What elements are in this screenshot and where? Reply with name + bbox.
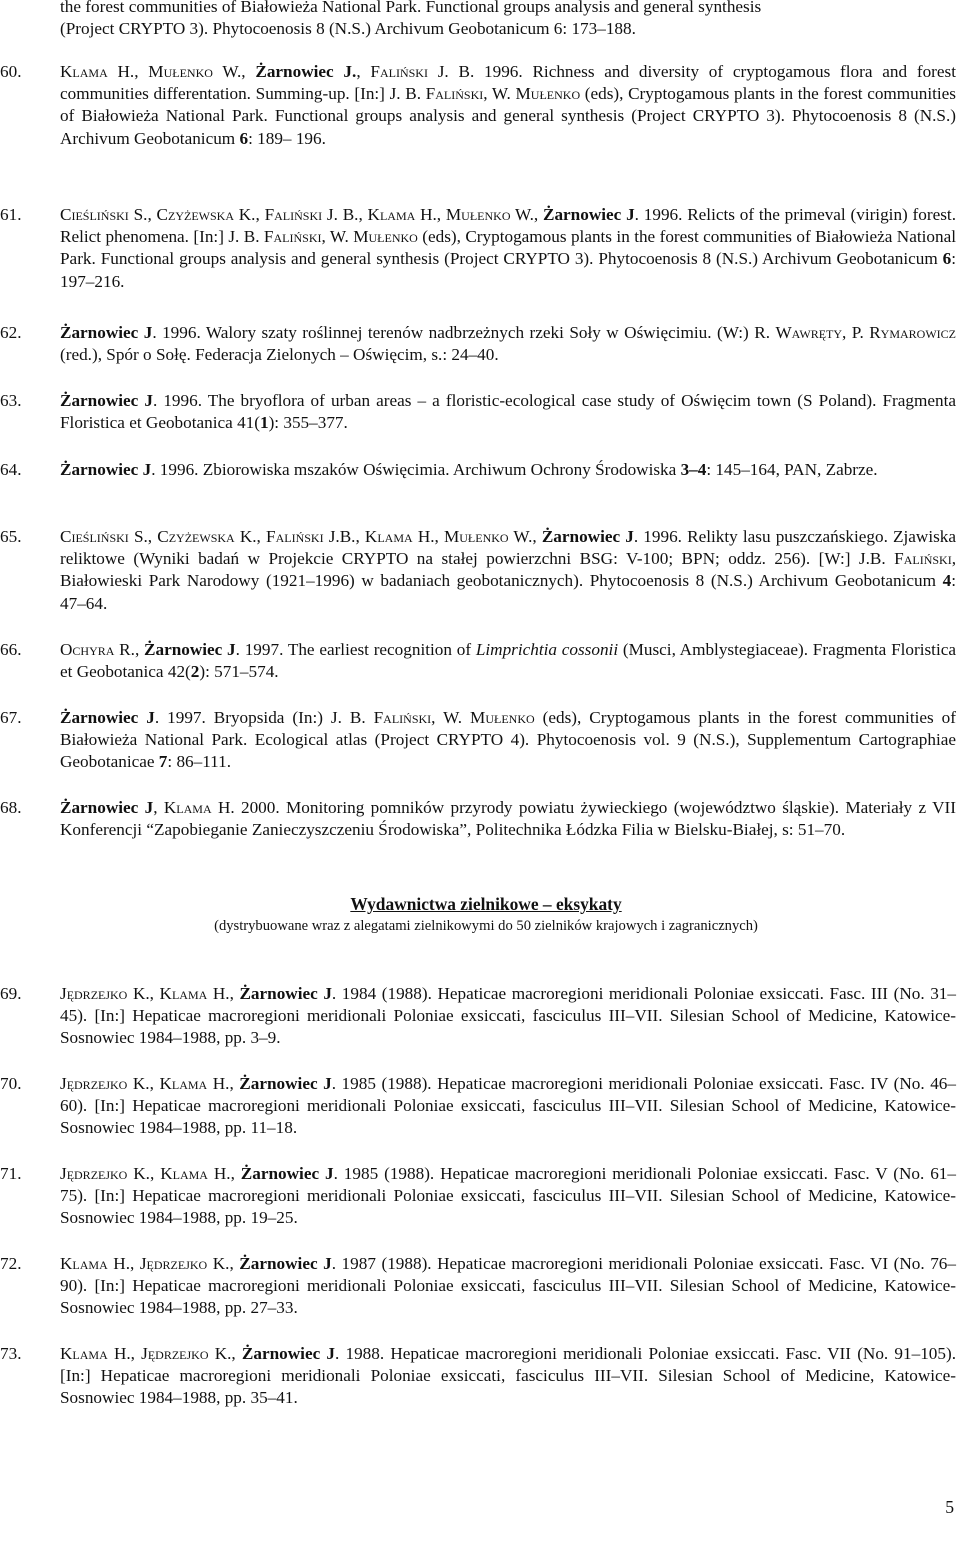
reference-text xyxy=(60,1344,956,1407)
reference-text xyxy=(60,1164,956,1227)
text-segment: , P. xyxy=(842,323,870,342)
author-name: Faliński xyxy=(425,84,484,104)
bold-text: Żarnowiec J xyxy=(239,1254,332,1273)
bold-text: Żarnowiec J xyxy=(239,1074,332,1093)
bold-text: Żarnowiec J xyxy=(60,708,155,727)
text-segment: : 47–64. xyxy=(60,571,956,613)
author-name: Jędrzejko xyxy=(60,1074,128,1093)
reference-entry xyxy=(0,459,956,481)
text-segment: H., xyxy=(207,1164,241,1183)
reference-number: 73. xyxy=(0,1344,22,1363)
reference-entry xyxy=(0,707,956,774)
author-name: Mułenko xyxy=(445,205,511,224)
reference-entry xyxy=(0,1253,956,1320)
reference-entry xyxy=(0,526,957,615)
reference-number: 65. xyxy=(0,527,22,546)
author-name: Czyżewska xyxy=(157,527,235,546)
text-segment: : 86–111. xyxy=(167,752,232,772)
bold-text: 7 xyxy=(158,752,168,772)
text-segment: H., xyxy=(207,1074,240,1093)
bold-text: Żarnowiec J xyxy=(60,798,154,817)
reference-number: 63. xyxy=(0,391,22,410)
text-segment: J. B., xyxy=(322,205,368,224)
text-segment: , xyxy=(153,798,164,817)
page-number: 5 xyxy=(945,1497,954,1517)
author-name: Faliński xyxy=(264,205,323,224)
reference-text xyxy=(60,323,956,364)
text-segment: K., xyxy=(127,1164,161,1183)
text-segment: K., xyxy=(127,1074,160,1093)
reference-entry xyxy=(0,1073,956,1140)
bold-text: 1 xyxy=(259,413,269,433)
bold-text: Żarnowiec J xyxy=(241,1344,335,1363)
author-name: Mułenko xyxy=(353,227,418,247)
text-segment: K., xyxy=(234,527,267,546)
text-segment: : 145–164, PAN, Zabrze. xyxy=(706,460,878,479)
text-segment: K., xyxy=(208,1344,242,1363)
reference-text xyxy=(60,205,956,291)
bold-text: Żarnowiec J xyxy=(541,527,634,546)
author-name: Jędrzejko xyxy=(60,984,128,1003)
bold-text: Żarnowiec J xyxy=(239,984,332,1003)
text-segment: : 197–216. xyxy=(60,249,956,291)
text-segment: H. 2000. Monitoring pomników przyrody powiatu żywieckiego (województwo śląskie). Materiały z VII Konferencji “Zapobieganie Zanieczyszczeniu Środowiska”, Politechnika Łódzka Filia w Bielsku-Białej, s: 51–70. xyxy=(60,798,956,840)
text-segment: H., xyxy=(107,62,149,81)
reference-number: 66. xyxy=(0,640,22,659)
author-name: Klama xyxy=(159,1074,208,1093)
author-name: Klama xyxy=(163,798,212,817)
author-name: Faliński xyxy=(263,227,322,247)
author-name: Wawręty xyxy=(775,323,843,342)
author-name: Klama xyxy=(364,527,413,546)
reference-number: 67. xyxy=(0,708,22,727)
author-name: Jędrzejko xyxy=(139,1254,208,1273)
author-name: Faliński xyxy=(894,549,952,569)
section-heading: Wydawnictwa zielnikowe – eksykaty xyxy=(350,894,622,914)
reference-text xyxy=(60,708,956,771)
reference-number: 72. xyxy=(0,1254,22,1273)
text-segment: (red.), Spór o Sołę. Federacja Zielonych – Oświęcim, s.: 24–40. xyxy=(60,345,499,365)
bold-text: 6 xyxy=(239,128,249,148)
text-segment: , Białowieski Park Narodowy (1921–1996) w badaniach geobotanicznych). Phytocoenosis 8 (N.S.) Archivum Geobotanicum xyxy=(60,549,956,591)
text-segment: W., xyxy=(510,205,543,224)
text-segment: , W. xyxy=(483,84,516,104)
author-name: Faliński xyxy=(266,527,324,546)
text-segment: . 1996. The bryoflora of urban areas – a floristic-ecological case study of Oświęcim town (S Poland). Fragmenta Floristica et Geobotanica 41( xyxy=(60,391,956,433)
text-segment: , W. xyxy=(321,227,354,247)
reference-number: 64. xyxy=(0,460,22,479)
text-segment: H., xyxy=(207,984,240,1003)
author-name: Mułenko xyxy=(443,527,509,546)
reference-number: 61. xyxy=(0,205,22,224)
reference-number: 71. xyxy=(0,1164,22,1183)
author-name: Mułenko xyxy=(515,84,581,104)
text-segment: W., xyxy=(212,62,256,81)
reference-number: 70. xyxy=(0,1074,22,1093)
text-segment: K., xyxy=(127,984,160,1003)
text-segment: H., xyxy=(415,205,446,224)
text-segment: . 1996. Walory szaty roślinnej terenów nadbrzeżnych rzeki Soły w Oświęcimiu. (W:) R. xyxy=(152,323,776,342)
author-name: Cieśliński xyxy=(60,527,129,546)
reference-entry xyxy=(0,1343,956,1410)
bold-text: 3–4 xyxy=(680,460,707,479)
reference-entry xyxy=(0,322,956,366)
bold-text: Żarnowiec J xyxy=(240,1164,334,1183)
author-name: Klama xyxy=(60,1254,108,1273)
author-name: Faliński xyxy=(373,708,432,727)
text-segment: J.B., xyxy=(323,527,365,546)
author-name: Jędrzejko xyxy=(60,1164,128,1183)
italic-text: Limprichtia cossonii xyxy=(475,640,619,659)
author-name: Mułenko xyxy=(470,708,535,727)
continuation-line-2: (Project CRYPTO 3). Phytocoenosis 8 (N.S.) Archivum Geobotanicum 6: 173–188. xyxy=(60,19,636,39)
author-name: Faliński xyxy=(370,62,428,81)
author-name: Klama xyxy=(60,1344,108,1363)
text-segment: S., xyxy=(128,527,158,546)
text-segment: (eds), Cryptogamous plants in the forest communities of Białowieża National Park. Ecological atlas (Project CRYPTO 4). Phytocoenosis vol. 9 (N.S.), Supplementum Cartographiae Geobotanicae xyxy=(60,708,956,772)
bold-text: 4 xyxy=(942,571,952,591)
reference-number: 60. xyxy=(0,62,22,81)
reference-entry xyxy=(0,1163,956,1230)
text-segment: R., xyxy=(114,640,145,659)
text-segment: . 1988. Hepaticae macroregioni meridionali Poloniae exsiccati. Fasc. VII (No. 91–105). [In:] Hepaticae macroregioni meridionali Poloniae exsiccati, fasciculus III–VII. Silesian School of Medicine, Katowice-Sosnowiec 1984–1988, pp. 35–41. xyxy=(60,1344,956,1408)
author-name: Rymarowicz xyxy=(869,323,956,342)
author-name: Klama xyxy=(160,1164,208,1183)
text-segment: . 1996. Relikty lasu puszczańskiego. Zjawiska reliktowe (Wyniki badań w Projekcie CRYPTO na stałej powierzchni BSG: V-100; BPN; oddz. 256). [W:] J.B. xyxy=(60,527,957,569)
text-segment: (Musci, Amblystegiaceae). Fragmenta Floristica et Geobotanica 42( xyxy=(60,640,956,682)
text-segment: K., xyxy=(233,205,265,224)
bold-text: Żarnowiec J xyxy=(60,460,152,479)
reference-text xyxy=(60,798,956,839)
text-segment: , W. xyxy=(431,708,471,727)
reference-text xyxy=(60,527,956,613)
text-segment: . 1996. Zbiorowiska mszaków Oświęcimia. Archiwum Ochrony Środowiska xyxy=(151,460,681,479)
reference-text xyxy=(60,1254,956,1317)
reference-entry xyxy=(0,983,956,1050)
bold-text: Żarnowiec J xyxy=(60,391,153,410)
reference-text xyxy=(60,984,956,1047)
bold-text: Żarnowiec J. xyxy=(255,62,357,81)
text-segment: (eds), Cryptogamous plants in the forest communities of Białowieża National Park. Functional groups analysis and general synthesis (Project CRYPTO 3). Phytocoenosis 8 (N.S.) Archivum Geobotanicum xyxy=(60,84,956,148)
section-subheading: (dystrybuowane wraz z alegatami zielnikowymi do 50 zielników krajowych i zagranicznych) xyxy=(214,918,758,934)
bold-text: 6 xyxy=(942,249,952,269)
reference-entry xyxy=(0,204,956,293)
author-name: Jędrzejko xyxy=(141,1344,209,1363)
author-name: Klama xyxy=(367,205,416,224)
bold-text: Żarnowiec J xyxy=(543,205,635,224)
author-name: Czyżewska xyxy=(156,205,234,224)
text-segment: . 1984 (1988). Hepaticae macroregioni meridionali Poloniae exsiccati. Fasc. III (No. 31–45). [In:] Hepaticae macroregioni meridionali Poloniae exsiccati, fasciculus III–VII. Silesian School of Medicine, Katowice-Sosnowiec 1984–1988, pp. 3–9. xyxy=(60,984,956,1048)
text-segment: . 1985 (1988). Hepaticae macroregioni meridionali Poloniae exsiccati. Fasc. V (No. 61–75). [In:] Hepaticae macroregioni meridionali Poloniae exsiccati, fasciculus III–VII. Silesian School of Medicine, Katowice-Sosnowiec 1984–1988, pp. 19–25. xyxy=(60,1164,956,1228)
text-segment: . 1985 (1988). Hepaticae macroregioni meridionali Poloniae exsiccati. Fasc. IV (No. 46–60). [In:] Hepaticae macroregioni meridionali Poloniae exsiccati, fasciculus III–VII. Silesian School of Medicine, Katowice-Sosnowiec 1984–1988, pp. 11–18. xyxy=(60,1074,956,1138)
reference-number: 68. xyxy=(0,798,22,817)
bold-text: Żarnowiec J xyxy=(60,323,153,342)
reference-entry xyxy=(0,61,956,150)
text-segment: . 1997. Bryopsida (In:) J. B. xyxy=(154,708,374,727)
bold-text: Żarnowiec J xyxy=(144,640,236,659)
reference-text xyxy=(60,460,878,479)
text-segment: H., xyxy=(107,1254,140,1273)
text-segment: H., xyxy=(107,1344,142,1363)
reference-entry xyxy=(0,639,956,683)
text-segment: ): 571–574. xyxy=(199,662,279,682)
reference-59-continuation xyxy=(60,0,956,40)
text-segment: W., xyxy=(508,527,542,546)
continuation-line-1: the forest communities of Białowieża National Park. Functional groups analysis and general synthesis xyxy=(60,0,762,16)
text-segment: K., xyxy=(207,1254,240,1273)
text-segment: . 1997. The earliest recognition of xyxy=(235,640,476,659)
reference-text xyxy=(60,1074,956,1137)
reference-entry xyxy=(0,390,956,434)
text-segment: . 1987 (1988). Hepaticae macroregioni meridionali Poloniae exsiccati. Fasc. VI (No. 76–90). [In:] Hepaticae macroregioni meridionali Poloniae exsiccati, fasciculus III–VII. Silesian School of Medicine, Katowice-Sosnowiec 1984–1988, pp. 27–33. xyxy=(60,1254,956,1318)
text-segment: , xyxy=(356,62,371,81)
text-segment: . 1996. Relicts of the primeval (virigin) forest. Relict phenomena. [In:] J. B. xyxy=(60,205,956,247)
bold-text: 2 xyxy=(190,662,200,682)
reference-text xyxy=(60,640,956,681)
author-name: Mułenko xyxy=(148,62,213,81)
author-name: Ochyra xyxy=(60,640,115,659)
text-segment: H., xyxy=(412,527,444,546)
text-segment: S., xyxy=(128,205,157,224)
reference-text xyxy=(60,62,956,148)
author-name: Cieśliński xyxy=(60,205,129,224)
author-name: Klama xyxy=(159,984,208,1003)
reference-number: 62. xyxy=(0,323,22,342)
reference-entry xyxy=(0,797,956,841)
text-segment: : 189– 196. xyxy=(248,128,326,148)
reference-text xyxy=(60,391,956,432)
text-segment: (eds), Cryptogamous plants in the forest communities of Białowieża National Park. Functional groups analysis and general synthesis (Project CRYPTO 3). Phytocoenosis 8 (N.S.) Archivum Geobotanicum xyxy=(60,227,956,269)
reference-number: 69. xyxy=(0,984,22,1003)
author-name: Klama xyxy=(60,62,108,81)
text-segment: J. B. 1996. Richness and diversity of cryptogamous flora and forest communities differentation. Summing-up. [In:] J. B. xyxy=(60,62,956,104)
text-segment: ): 355–377. xyxy=(268,413,348,433)
